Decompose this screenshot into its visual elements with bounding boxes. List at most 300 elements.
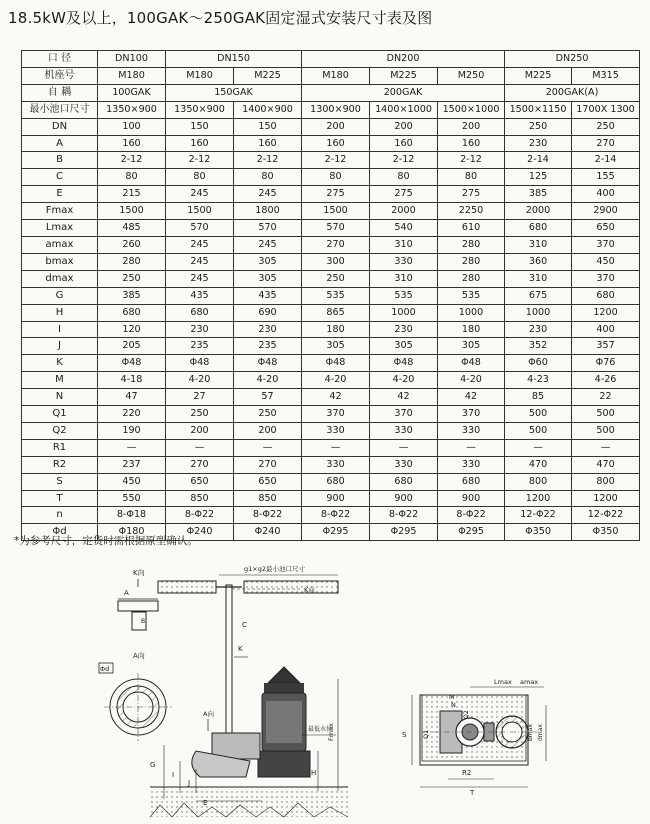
value-cell: 2000 [505,203,572,220]
value-cell: Φ350 [505,524,572,541]
row-label: n [22,507,98,524]
plan-view [402,678,546,797]
value-cell: 8-Φ22 [302,507,370,524]
value-cell: 230 [166,321,234,338]
value-cell: 180 [302,321,370,338]
value-cell: 310 [370,236,438,253]
svg-text:A: A [124,589,129,597]
value-cell: 1000 [370,304,438,321]
value-cell: 1000 [438,304,505,321]
k-view-detail [118,568,158,630]
row-label: N [22,389,98,406]
row-label: 最小池口尺寸 [22,101,98,118]
value-cell: 275 [370,186,438,203]
value-cell: 675 [505,287,572,304]
value-cell: 680 [370,473,438,490]
header-cell: M225 [505,67,572,84]
row-label: DN [22,118,98,135]
table-header-row [22,51,640,68]
value-cell: 250 [505,118,572,135]
guide-rail [216,585,248,747]
table-row [22,490,640,507]
value-cell: 450 [98,473,166,490]
value-cell: 270 [234,456,302,473]
row-label: A [22,135,98,152]
table-row [22,169,640,186]
reference-note: *为参考尺寸，定货时需根据原型确认。 [14,535,198,547]
value-cell: Φ48 [438,355,505,372]
value-cell: 680 [438,473,505,490]
value-cell: 235 [234,338,302,355]
value-cell: 230 [370,321,438,338]
value-cell: 4-20 [302,372,370,389]
value-cell: 470 [572,456,640,473]
value-cell: 160 [98,135,166,152]
header-cell: DN100 [98,51,166,68]
svg-text:S: S [402,731,407,739]
value-cell: 305 [234,253,302,270]
value-cell: 80 [98,169,166,186]
value-cell: — [370,439,438,456]
header-cell: 1500×1000 [438,101,505,118]
svg-text:bmax: bmax [527,724,534,741]
value-cell: 305 [370,338,438,355]
value-cell: 12-Φ22 [505,507,572,524]
value-cell: 300 [302,253,370,270]
value-cell: 85 [505,389,572,406]
value-cell: 2-12 [370,152,438,169]
value-cell: 245 [166,186,234,203]
value-cell: 120 [98,321,166,338]
value-cell: 160 [302,135,370,152]
pump-body [192,667,336,777]
value-cell: 400 [572,186,640,203]
table-row [22,456,640,473]
row-label: T [22,490,98,507]
value-cell: 535 [302,287,370,304]
row-label: H [22,304,98,321]
value-cell: 2900 [572,203,640,220]
value-cell: 80 [438,169,505,186]
value-cell: Φ76 [572,355,640,372]
value-cell: 1200 [572,490,640,507]
row-label: M [22,372,98,389]
table-row [22,186,640,203]
value-cell: 535 [370,287,438,304]
value-cell: 570 [302,220,370,237]
table-row [22,287,640,304]
value-cell: 8-Φ22 [438,507,505,524]
value-cell: 650 [572,220,640,237]
value-cell: 900 [302,490,370,507]
row-label: S [22,473,98,490]
svg-text:Lmax: Lmax [494,678,512,686]
value-cell: 80 [302,169,370,186]
value-cell: 450 [572,253,640,270]
header-cell: M180 [98,67,166,84]
header-cell: 1350×900 [98,101,166,118]
row-label: K [22,355,98,372]
value-cell: 650 [166,473,234,490]
value-cell: Φ240 [166,524,234,541]
value-cell: 535 [438,287,505,304]
table-row [22,389,640,406]
value-cell: 352 [505,338,572,355]
value-cell: 160 [166,135,234,152]
value-cell: 2-12 [234,152,302,169]
value-cell: 4-18 [98,372,166,389]
header-cell: 1500×1150 [505,101,572,118]
svg-text:C: C [242,621,247,629]
svg-text:B: B [141,618,146,625]
header-cell: 200GAK(A) [505,84,640,101]
value-cell: 280 [438,270,505,287]
value-cell: Φ60 [505,355,572,372]
pit-floor [150,787,348,817]
value-cell: 650 [234,473,302,490]
row-label: B [22,152,98,169]
value-cell: 680 [572,287,640,304]
header-cell: M180 [302,67,370,84]
table-row [22,355,640,372]
table-header-row [22,67,640,84]
value-cell: 865 [302,304,370,321]
value-cell: 270 [572,135,640,152]
table-row [22,406,640,423]
value-cell: 80 [234,169,302,186]
row-label: Q2 [22,422,98,439]
value-cell: 200 [166,422,234,439]
header-cell: 200GAK [302,84,505,101]
value-cell: 310 [505,236,572,253]
header-cell: M225 [234,67,302,84]
table-row [22,135,640,152]
value-cell: 540 [370,220,438,237]
value-cell: — [572,439,640,456]
svg-text:H: H [311,769,317,777]
row-label: Φd [22,524,98,541]
svg-text:G: G [150,761,156,769]
value-cell: 275 [438,186,505,203]
value-cell: 250 [302,270,370,287]
value-cell: 435 [234,287,302,304]
table-row [22,220,640,237]
value-cell: 8-Φ22 [234,507,302,524]
value-cell: 305 [302,338,370,355]
value-cell: 370 [370,406,438,423]
header-cell: M180 [166,67,234,84]
svg-text:Q2: Q2 [463,710,470,719]
value-cell: 12-Φ22 [572,507,640,524]
value-cell: 435 [166,287,234,304]
value-cell: 80 [166,169,234,186]
row-label: G [22,287,98,304]
value-cell: 160 [370,135,438,152]
value-cell: 305 [438,338,505,355]
row-label: Q1 [22,406,98,423]
table-row [22,152,640,169]
value-cell: 360 [505,253,572,270]
value-cell: 500 [505,422,572,439]
page-title: 18.5kW及以上，100GAK～250GAK固定湿式安装尺寸表及图 [8,9,433,27]
svg-text:K: K [238,645,243,653]
header-cell: 100GAK [98,84,166,101]
value-cell: 310 [370,270,438,287]
value-cell: 245 [234,186,302,203]
value-cell: 330 [370,422,438,439]
value-cell: 1800 [234,203,302,220]
table-row [22,473,640,490]
value-cell: 200 [370,118,438,135]
value-cell: — [302,439,370,456]
value-cell: — [438,439,505,456]
value-cell: 4-20 [438,372,505,389]
value-cell: 2-12 [98,152,166,169]
value-cell: 1500 [302,203,370,220]
value-cell: 800 [505,473,572,490]
top-slab [158,564,338,594]
value-cell: 160 [234,135,302,152]
value-cell: 42 [302,389,370,406]
value-cell: 500 [572,406,640,423]
value-cell: 800 [572,473,640,490]
value-cell: 150 [234,118,302,135]
value-cell: 245 [166,253,234,270]
row-label: C [22,169,98,186]
svg-text:g1×g2最小池口尺寸: g1×g2最小池口尺寸 [244,565,305,573]
header-cell: 1350×900 [166,101,234,118]
value-cell: 230 [505,321,572,338]
value-cell: 2-12 [302,152,370,169]
value-cell: 237 [98,456,166,473]
value-cell: Φ48 [302,355,370,372]
value-cell: 260 [98,236,166,253]
value-cell: 215 [98,186,166,203]
value-cell: 275 [302,186,370,203]
value-cell: 370 [572,270,640,287]
header-cell: M315 [572,67,640,84]
value-cell: 100 [98,118,166,135]
value-cell: 330 [438,456,505,473]
value-cell: 2-14 [505,152,572,169]
value-cell: 8-Φ22 [370,507,438,524]
value-cell: Φ295 [370,524,438,541]
value-cell: Φ180 [98,524,166,541]
value-cell: 370 [438,406,505,423]
row-label: R1 [22,439,98,456]
value-cell: 2-14 [572,152,640,169]
value-cell: — [166,439,234,456]
table-row [22,338,640,355]
installation-drawing [0,555,650,824]
svg-text:M: M [449,693,455,701]
row-label: E [22,186,98,203]
flange-view [99,651,172,741]
value-cell: 357 [572,338,640,355]
value-cell: 27 [166,389,234,406]
row-label: 机座号 [22,67,98,84]
value-cell: 200 [302,118,370,135]
header-cell: M225 [370,67,438,84]
table-row [22,236,640,253]
value-cell: 245 [234,236,302,253]
value-cell: 850 [166,490,234,507]
value-cell: 610 [438,220,505,237]
value-cell: Φ48 [370,355,438,372]
value-cell: 42 [370,389,438,406]
table-row [22,270,640,287]
table-row [22,422,640,439]
value-cell: Φ48 [234,355,302,372]
value-cell: 330 [370,253,438,270]
svg-text:N: N [451,701,456,709]
value-cell: 245 [166,236,234,253]
table-row [22,372,640,389]
table-row [22,321,640,338]
value-cell: 230 [505,135,572,152]
value-cell: 80 [370,169,438,186]
value-cell: 1000 [505,304,572,321]
value-cell: 500 [572,422,640,439]
svg-text:J: J [188,779,191,787]
value-cell: 200 [438,118,505,135]
value-cell: 550 [98,490,166,507]
value-cell: 220 [98,406,166,423]
header-cell: DN250 [505,51,640,68]
value-cell: 42 [438,389,505,406]
value-cell: 250 [98,270,166,287]
row-label: Fmax [22,203,98,220]
value-cell: 400 [572,321,640,338]
value-cell: 470 [505,456,572,473]
value-cell: 250 [166,406,234,423]
row-label: I [22,321,98,338]
row-label: 自 耦 [22,84,98,101]
svg-text:最低水位: 最低水位 [308,726,333,733]
value-cell: 57 [234,389,302,406]
table-row [22,253,640,270]
table-header-row [22,101,640,118]
value-cell: 500 [505,406,572,423]
row-label: Lmax [22,220,98,237]
svg-text:A向: A向 [133,652,145,660]
value-cell: 330 [438,422,505,439]
value-cell: 385 [505,186,572,203]
value-cell: 385 [98,287,166,304]
value-cell: 1200 [505,490,572,507]
header-cell: 1400×1000 [370,101,438,118]
svg-text:Fmax: Fmax [327,723,335,741]
value-cell: 2250 [438,203,505,220]
value-cell: 270 [302,236,370,253]
value-cell: 330 [302,456,370,473]
value-cell: 680 [302,473,370,490]
svg-text:amax: amax [520,678,539,686]
value-cell: 8-Φ22 [166,507,234,524]
k-view-label: K向 [133,569,145,577]
svg-text:dmax: dmax [537,724,544,741]
value-cell: 270 [166,456,234,473]
value-cell: 150 [166,118,234,135]
value-cell: 310 [505,270,572,287]
value-cell: Φ240 [234,524,302,541]
svg-text:T: T [470,789,475,797]
value-cell: 160 [438,135,505,152]
value-cell: 190 [98,422,166,439]
table-row [22,507,640,524]
value-cell: Φ295 [302,524,370,541]
value-cell: 200 [234,422,302,439]
svg-text:Φd: Φd [100,665,110,673]
value-cell: 4-26 [572,372,640,389]
value-cell: 570 [234,220,302,237]
row-label: 口 径 [22,51,98,68]
header-cell: M250 [438,67,505,84]
value-cell: 680 [505,220,572,237]
header-cell: 150GAK [166,84,302,101]
value-cell: 235 [166,338,234,355]
value-cell: 4-20 [370,372,438,389]
value-cell: 680 [98,304,166,321]
value-cell: 2-12 [438,152,505,169]
value-cell: — [505,439,572,456]
value-cell: 330 [302,422,370,439]
value-cell: 245 [166,270,234,287]
value-cell: 485 [98,220,166,237]
row-label: R2 [22,456,98,473]
table-row [22,304,640,321]
value-cell: 4-23 [505,372,572,389]
header-cell: 1400×900 [234,101,302,118]
value-cell: 47 [98,389,166,406]
row-label: bmax [22,253,98,270]
value-cell: Φ48 [166,355,234,372]
header-cell: 1300×900 [302,101,370,118]
value-cell: Φ48 [98,355,166,372]
value-cell: 305 [234,270,302,287]
value-cell: 180 [438,321,505,338]
header-cell: DN150 [166,51,302,68]
value-cell: 205 [98,338,166,355]
value-cell: 1200 [572,304,640,321]
value-cell: 570 [166,220,234,237]
value-cell: — [98,439,166,456]
value-cell: 280 [98,253,166,270]
value-cell: 330 [370,456,438,473]
value-cell: 125 [505,169,572,186]
value-cell: 680 [166,304,234,321]
svg-text:A向: A向 [203,710,214,718]
value-cell: 850 [234,490,302,507]
table-row [22,203,640,220]
value-cell: Φ350 [572,524,640,541]
value-cell: 155 [572,169,640,186]
value-cell: 1500 [98,203,166,220]
value-cell: 22 [572,389,640,406]
value-cell: 250 [572,118,640,135]
value-cell: 370 [572,236,640,253]
svg-text:R2: R2 [462,769,472,777]
dimension-table [21,50,640,541]
row-label: dmax [22,270,98,287]
value-cell: 250 [234,406,302,423]
table-row [22,439,640,456]
header-cell: 1700X 1300 [572,101,640,118]
row-label: J [22,338,98,355]
header-cell: DN200 [302,51,505,68]
value-cell: — [234,439,302,456]
value-cell: 4-20 [234,372,302,389]
